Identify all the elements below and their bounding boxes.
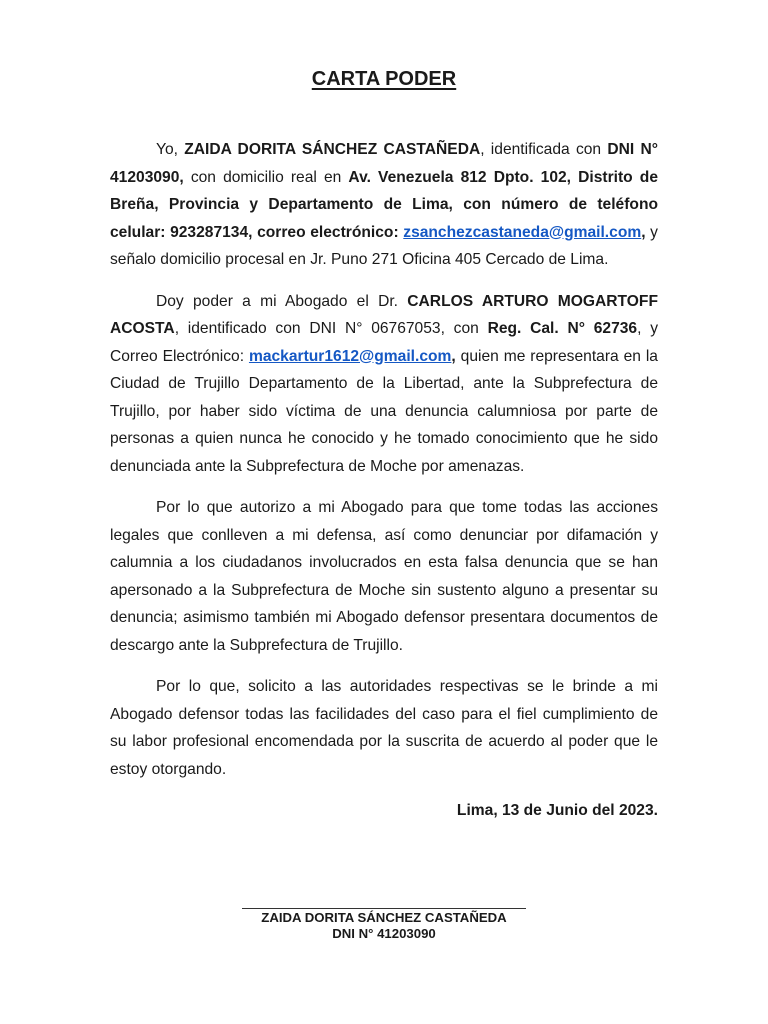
paragraph-request: Por lo que, solicito a las autoridades respectivas se le brinde a mi Abogado defensor todas las facilidades del caso para el fiel cumplimiento de su labor profesional encomendada por la suscrita de acuerdo al poder que le estoy otorgando. [110,678,658,778]
document-date: Lima, 13 de Junio del 2023. [456,802,658,819]
grantor-email-link[interactable]: zsanchezcastaneda@gmail.com [403,223,642,241]
document-title: CARTA PODER [311,68,457,90]
paragraph-attorney: Doy poder a mi Abogado el Dr. CARLOS ARTURO MOGARTOFF ACOSTA, identificado con DNI N° 06767053, con Reg. Cal. N° 62736, y Correo Electrónico: mackartur1612@gmail.com, quien me representara en la Ciudad de Trujillo Departamento de la Libertad, ante la Subprefectura de Trujillo, por haber sido víctima de una denuncia calumniosa por parte de personas a quien nunca he conocido y he tomado conocimiento que he sido denunciada ante la Subprefectura de Moche por amenazas. [110,292,658,475]
paragraph-grantor: Yo, ZAIDA DORITA SÁNCHEZ CASTAÑEDA, identificada con DNI N° 41203090, con domicilio real en Av. Venezuela 812 Dpto. 102, Distrito de Breña, Provincia y Departamento de Lima, con número de teléfono celular: 923287134, correo electrónico: zsanchezcastaneda@gmail.com, y señalo domicilio procesal en Jr. Puno 271 Oficina 405 Cercado de Lima. [110,141,658,268]
signature-name: ZAIDA DORITA SÁNCHEZ CASTAÑEDA [261,910,507,925]
attorney-email-link[interactable]: mackartur1612@gmail.com [248,347,452,365]
document-body [110,136,658,825]
signature-block [242,908,526,942]
paragraph-authorization: Por lo que autorizo a mi Abogado para que tome todas las acciones legales que conlleven a mi defensa, así como denunciar por difamación y calumnia a los ciudadanos involucrados en esta falsa denuncia que se han apersonado a la Subprefectura de Moche sin sustento alguno a presentar su denuncia; asimismo también mi Abogado defensor presentara documentos de descargo ante la Subprefectura de Trujillo. [110,499,658,654]
signature-dni: DNI N° 41203090 [332,926,436,941]
